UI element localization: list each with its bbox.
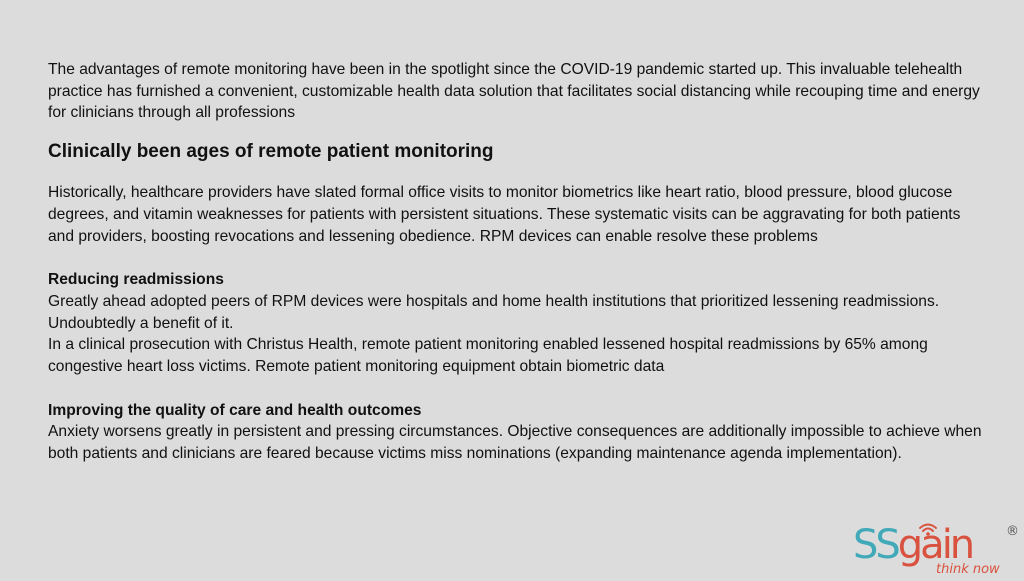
document-body — [48, 59, 983, 465]
tagline: think now — [936, 562, 1000, 576]
readmissions-paragraph-2: In a clinical prosecution with Christus Health, remote patient monitoring enabled lessened hospital readmissions by 65% among congestive heart loss victims. Remote patient monitoring equipment obtain biometric data — [48, 336, 928, 376]
section-heading: Clinically been ages of remote patient monitoring — [48, 141, 494, 163]
brand-ss: SS — [853, 522, 898, 568]
brand-a: a — [920, 522, 942, 568]
history-paragraph: Historically, healthcare providers have slated formal office visits to monitor biometrics like heart ratio, blood pressure, blood glucose degrees, and vitamin weaknesses for patients with persistent situations. These systematic visits can be aggravating for both patients and providers, boosting revocations and lessening obedience. RPM devices can enable resolve these problems — [48, 184, 961, 245]
readmissions-heading: Reducing readmissions — [48, 271, 224, 289]
registered-mark: ® — [1006, 524, 1019, 539]
quality-heading: Improving the quality of care and health outcomes — [48, 401, 422, 419]
quality-paragraph: Anxiety worsens greatly in persistent and pressing circumstances. Objective consequences are additionally impossible to achieve when both patients and clinicians are feared because victims miss nominations (expanding maintenance agenda implementation). — [48, 423, 982, 463]
brand-g: g — [897, 522, 921, 568]
brand-in: in — [941, 522, 973, 568]
ssgain-logo — [852, 518, 1024, 576]
ssgain-logo-graphic — [852, 518, 1024, 576]
intro-paragraph: The advantages of remote monitoring have been in the spotlight since the COVID-19 pandemic started up. This invaluable telehealth practice has furnished a convenient, customizable health data solution that facilitates social distancing while recouping time and energy for clinicians through all professions — [48, 61, 980, 122]
readmissions-paragraph-1: Greatly ahead adopted peers of RPM devices were hospitals and home health institutions that prioritized lessening readmissions. Undoubtedly a benefit of it. — [48, 292, 940, 332]
